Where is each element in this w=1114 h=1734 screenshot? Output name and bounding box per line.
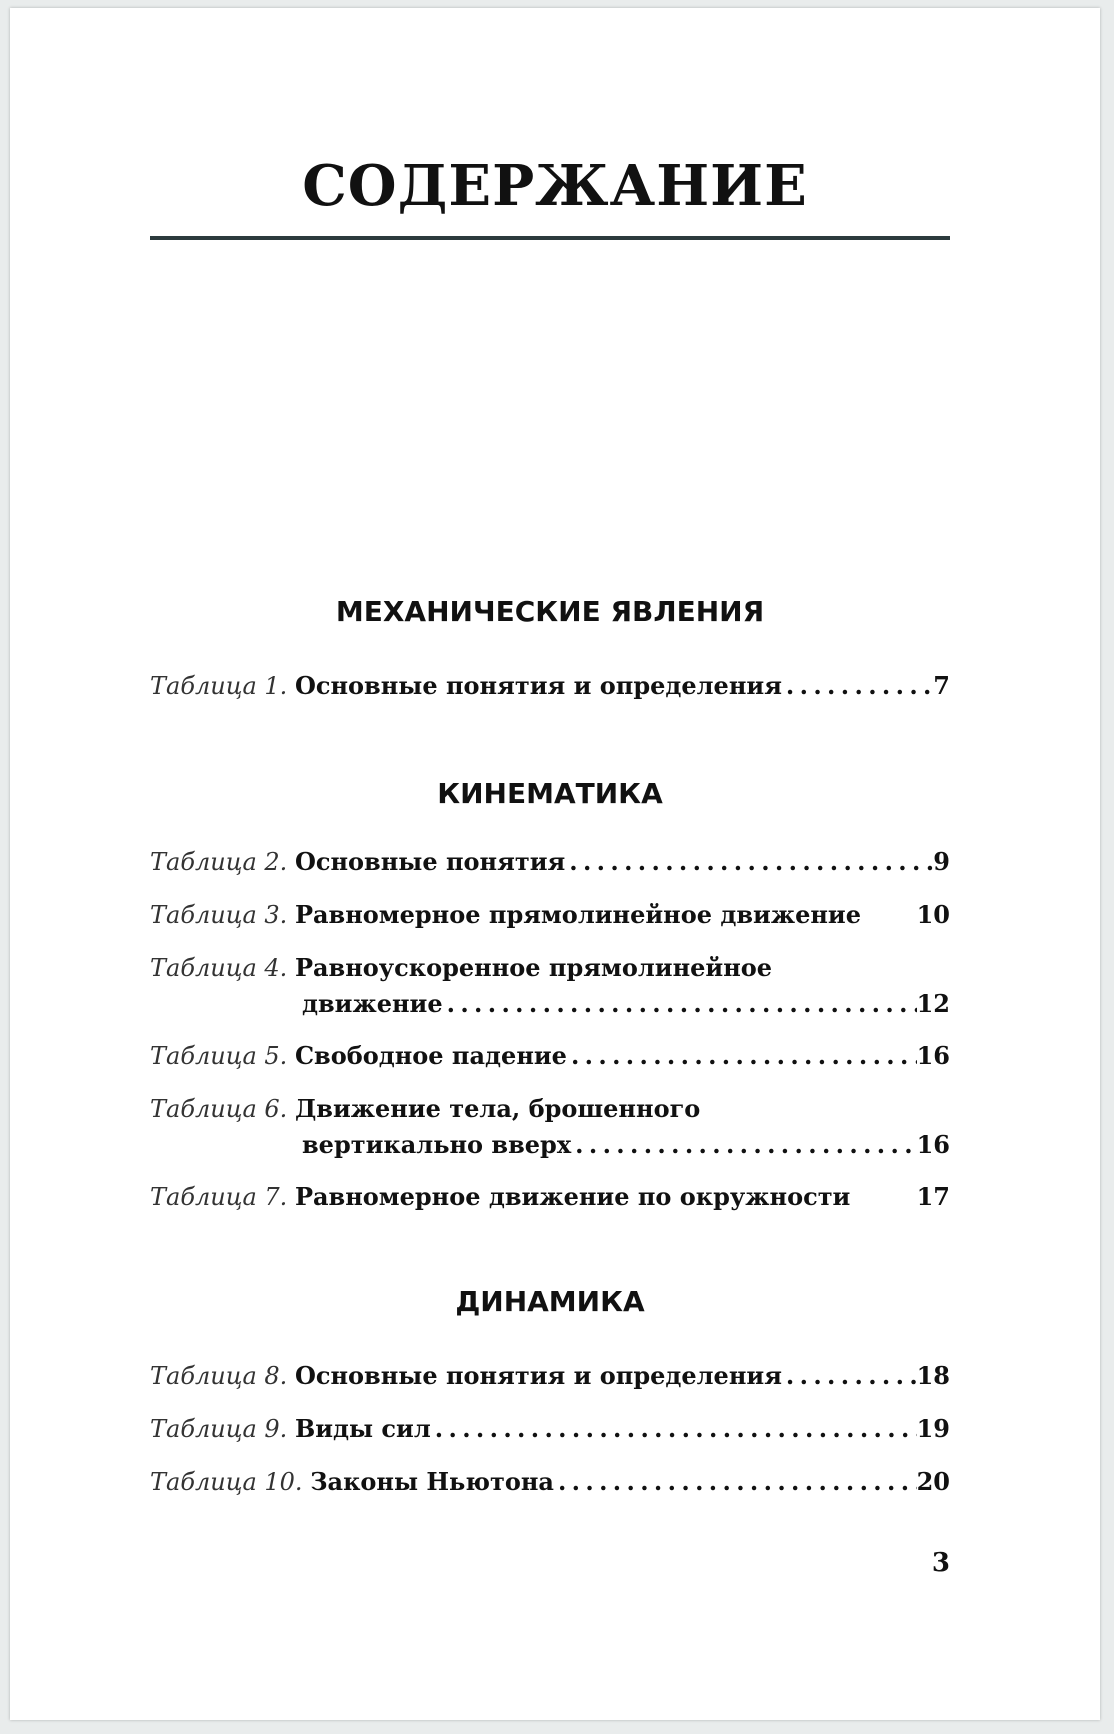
entry-prefix: Таблица 8. xyxy=(150,1362,288,1390)
entry-page-number: 7 xyxy=(933,671,950,700)
dot-leader xyxy=(565,844,933,880)
page-number: 3 xyxy=(931,1548,950,1578)
dot-leader xyxy=(567,1038,917,1074)
dot-leader xyxy=(443,986,917,1022)
toc-entry-table-10[interactable] xyxy=(150,1464,950,1500)
dot-leader xyxy=(782,1358,917,1394)
entry-title-continued: движение xyxy=(302,989,443,1018)
entry-page-number: 16 xyxy=(916,1041,950,1070)
entry-page-number: 20 xyxy=(916,1467,950,1496)
entry-page-number: 12 xyxy=(916,989,950,1018)
entry-title: Равноускоренное прямолинейное xyxy=(294,953,773,982)
entry-title: Движение тела, брошенного xyxy=(294,1094,701,1123)
dot-leader xyxy=(782,668,933,704)
section-heading-dynamics: ДИНАМИКА xyxy=(455,1285,645,1318)
book-page xyxy=(10,8,1100,1720)
section-heading-mechanical: МЕХАНИЧЕСКИЕ ЯВЛЕНИЯ xyxy=(335,595,765,628)
page-title: СОДЕРЖАНИЕ xyxy=(302,153,808,219)
entry-prefix: Таблица 10. xyxy=(150,1468,303,1496)
entry-page-number: 19 xyxy=(916,1414,950,1443)
entry-title: Основные понятия и определения xyxy=(294,671,782,700)
toc-entry-table-1[interactable] xyxy=(150,668,950,704)
entry-prefix: Таблица 2. xyxy=(150,848,288,876)
toc-entry-table-3[interactable] xyxy=(150,897,950,933)
entry-page-number: 18 xyxy=(916,1361,950,1390)
entry-title: Равномерное движение по окружности xyxy=(294,1182,851,1211)
entry-title: Основные понятия xyxy=(294,847,566,876)
section-heading-kinematics: КИНЕМАТИКА xyxy=(437,777,663,810)
entry-prefix: Таблица 5. xyxy=(150,1042,288,1070)
entry-title: Свободное падение xyxy=(294,1041,567,1070)
entry-prefix: Таблица 9. xyxy=(150,1415,288,1443)
entry-page-number: 9 xyxy=(933,847,950,876)
toc-entry-table-6[interactable] xyxy=(150,1091,950,1163)
dot-leader xyxy=(431,1411,917,1447)
entry-prefix: Таблица 4. xyxy=(150,954,288,982)
entry-title: Основные понятия и определения xyxy=(294,1361,782,1390)
toc-entry-table-2[interactable] xyxy=(150,844,950,880)
dot-leader xyxy=(554,1464,917,1500)
dot-leader xyxy=(571,1127,916,1163)
entry-title: Равномерное прямолинейное движение xyxy=(294,900,861,929)
entry-title-continued: вертикально вверх xyxy=(302,1130,572,1159)
entry-page-number: 16 xyxy=(916,1130,950,1159)
entry-prefix: Таблица 1. xyxy=(150,672,288,700)
toc-entry-table-7[interactable] xyxy=(150,1179,950,1215)
entry-title: Виды сил xyxy=(294,1414,431,1443)
title-underline xyxy=(150,236,950,240)
entry-prefix: Таблица 7. xyxy=(150,1183,288,1211)
entry-prefix: Таблица 6. xyxy=(150,1095,288,1123)
toc-entry-table-5[interactable] xyxy=(150,1038,950,1074)
entry-page-number: 10 xyxy=(916,900,950,929)
entry-prefix: Таблица 3. xyxy=(150,901,288,929)
entry-title: Законы Ньютона xyxy=(310,1467,554,1496)
toc-entry-table-8[interactable] xyxy=(150,1358,950,1394)
toc-entry-table-4[interactable] xyxy=(150,950,950,1022)
entry-page-number: 17 xyxy=(916,1182,950,1211)
toc-entry-table-9[interactable] xyxy=(150,1411,950,1447)
